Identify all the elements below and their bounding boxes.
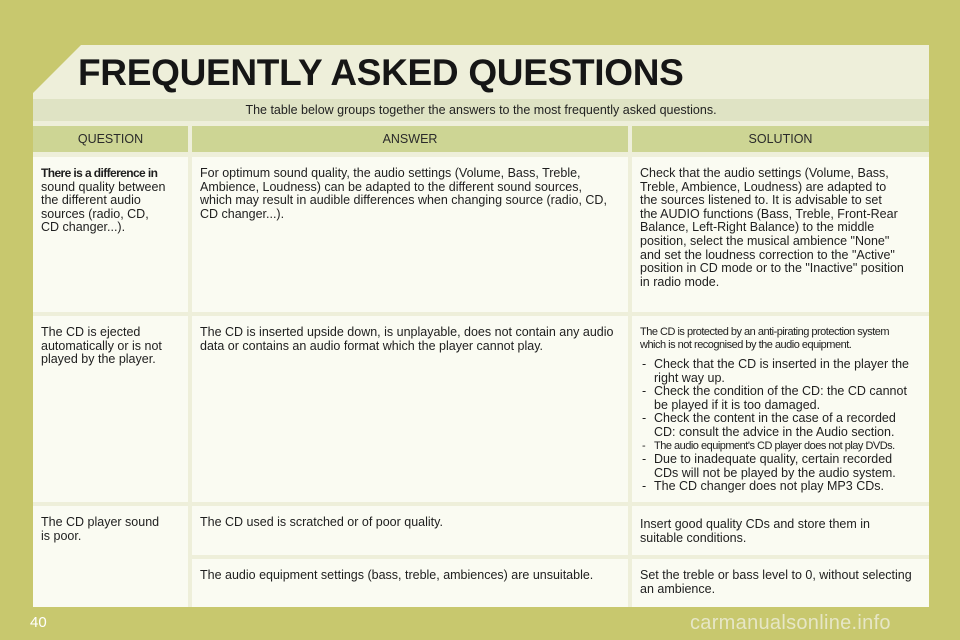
table-row-3-question: The CD player sound is poor. [33,506,188,607]
folded-corner [33,45,81,93]
header-solution: SOLUTION [632,126,929,152]
intro-text: The table below groups together the answers to the most frequently asked questions. [245,103,717,117]
solution-intro: The CD is protected by an anti-pirating protection system which is not recognised by the audio equipment. [640,326,890,351]
table-row-1-question [33,157,188,312]
table-row-3b-answer: The audio equipment settings (bass, treble, ambiences) are unsuitable. [192,559,628,607]
solution-list [640,358,921,494]
question-lead: There is a difference in [41,166,158,180]
table-row-3b-solution: Set the treble or bass level to 0, without selecting an ambience. [632,559,929,607]
list-item: - Check the content in the case of a recorded CD: consult the advice in the Audio section. [640,412,921,439]
table-row-3a-answer: The CD used is scratched or of poor quality. [192,506,628,555]
table-row-2-answer: The CD is inserted upside down, is unplayable, does not contain any audio data or contains an audio format which the player cannot play. [192,316,628,502]
table-row-2-solution [632,316,929,502]
header-answer: ANSWER [192,126,628,152]
list-item: - The audio equipment's CD player does not play DVDs. [640,440,921,454]
list-item: - The CD changer does not play MP3 CDs. [640,480,921,494]
table-row-3a-solution: Insert good quality CDs and store them in suitable conditions. [632,506,929,555]
list-item: - Check that the CD is inserted in the player the right way up. [640,358,921,385]
table-row-2-question: The CD is ejected automatically or is not played by the player. [33,316,188,502]
question-text: sound quality between the different audio sources (radio, CD, CD changer...). [41,179,166,235]
header-question: QUESTION [33,126,188,152]
list-item: - Due to inadequate quality, certain recorded CDs will not be played by the audio system. [640,453,921,480]
table-row-1-solution: Check that the audio settings (Volume, Bass, Treble, Ambience, Loudness) are adapted to the sources listened to. It is advisable to set the AUDIO functions (Bass, Treble, Front-Rear Balance, Left-Right Balance) to the middle position, select the musical ambience "None" and set the loudness correction to the "Active" position in CD mode or to the "Inactive" position in radio mode. [632,157,929,312]
list-item: - Check the condition of the CD: the CD cannot be played if it is too damaged. [640,385,921,412]
page-number: 40 [30,614,47,631]
watermark: carmanualsonline.info [690,612,891,634]
page-title: FREQUENTLY ASKED QUESTIONS [78,52,684,93]
table-row-1-answer: For optimum sound quality, the audio settings (Volume, Bass, Treble, Ambience, Loudness) can be adapted to the different sound sources, which may result in audible differences when changing source (radio, CD, CD changer...). [192,157,628,312]
